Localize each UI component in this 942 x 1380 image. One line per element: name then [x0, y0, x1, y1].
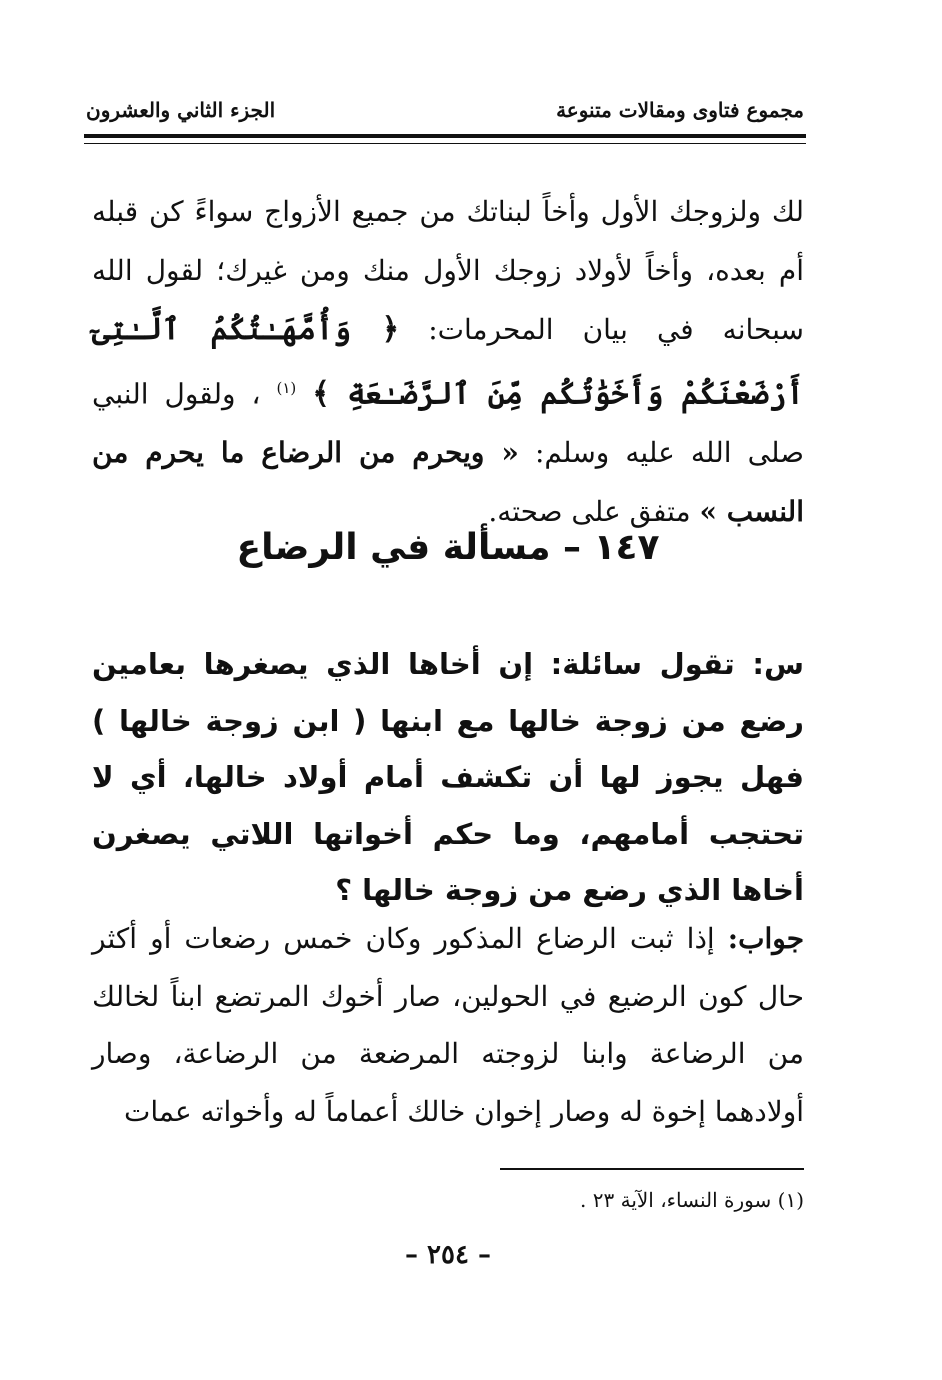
header-left-title: الجزء الثاني والعشرون	[86, 98, 276, 122]
paragraph-text-part3: متفق على صحته.	[488, 495, 700, 529]
paragraph-text-part2: ، ولقول النبي صلى الله عليه وسلم:	[92, 377, 804, 470]
hadith-quote: « ويحرم من الرضاع ما يحرم من النسب »	[92, 436, 804, 529]
quran-verse: ﴿ وَأُمَّهَـٰتُكُمُ ٱلَّـٰتِىٓ أَرْضَعْنَكُمْ وَأَخَوَٰتُكُم مِّنَ ٱلرَّضَـٰعَةِ ﴾	[92, 312, 805, 412]
question-paragraph: س: تقول سائلة: إن أخاها الذي يصغرها بعامين رضع من زوجة خالها مع ابنها ( ابن زوجة خالها ) فهل يجوز لها أن تكشف أمام أولاد خالها، أي لا تحتجب أمامهم، وما حكم أخواتها اللاتي يصغرن أخاها الذي رضع من زوجة خالها ؟	[92, 647, 804, 907]
section-title: ١٤٧ – مسألة في الرضاع	[236, 527, 660, 568]
paragraph-continuation	[92, 182, 804, 541]
footnote-separator	[500, 1168, 804, 1170]
page-number: – ٢٥٤ –	[404, 1240, 492, 1270]
footnote: (١) سورة النساء، الآية ٢٣ .	[580, 1188, 804, 1212]
header-rule-thick	[84, 134, 806, 138]
header-rule-thin	[84, 143, 806, 144]
answer-paragraph	[92, 910, 804, 1140]
answer-label: جواب:	[727, 922, 804, 955]
answer-text: إذا ثبت الرضاع المذكور وكان خمس رضعات أو أكثر حال كون الرضيع في الحولين، صار أخوك المرتضع ابناً لخالك من الرضاعة وابنا لزوجته المرضعة من الرضاعة، وصار أولادهما إخوة له وصار إخوان خالك أعماماً له وأخواته عمات	[92, 922, 804, 1128]
paragraph-text-part1: لك ولزوجك الأول وأخاً لبناتك من جميع الأزواج سواءً كن قبله أم بعده، وأخاً لأولاد زوجك الأول منك ومن غيرك؛ لقول الله سبحانه في بيان المحرمات:	[92, 195, 805, 346]
header-right-title: مجموع فتاوى ومقالات متنوعة	[556, 98, 804, 122]
footnote-reference: (١)	[276, 379, 297, 397]
running-header	[86, 90, 804, 130]
